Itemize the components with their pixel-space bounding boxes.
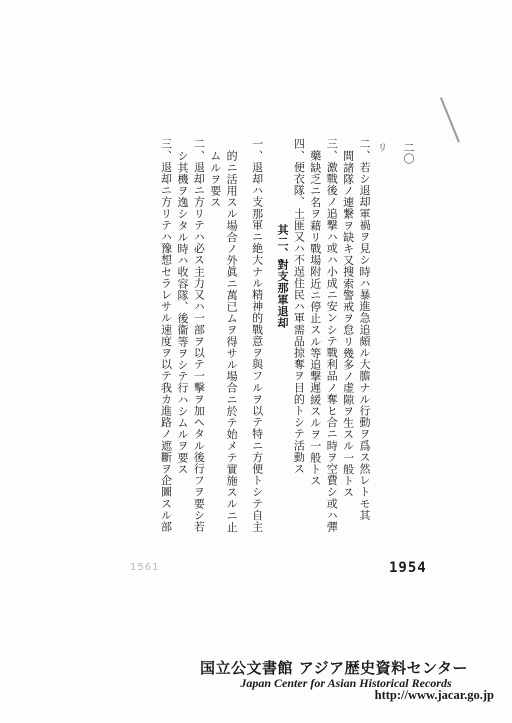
text-line: 三、激戰後ノ追撃ハ或ハ小成ニ安ンシテ戰利品ノ奪ヒ合ニ時ヲ空費シ或ハ彈 [325,138,339,533]
pencil-mark [440,97,460,142]
body-text [157,138,372,568]
text-line: 間諸隊ノ連繋ヲ缺キ又搜索警戒ヲ怠リ幾多ノ虚隙ヲ生スル一般トス [341,150,355,498]
text-line: 一、退却ハ支那軍ニ絶大ナル精神的戰意ヲ與フルヲ以テ特ニ方便トシテ自主 [250,138,264,533]
archive-footer [196,661,496,702]
archive-name-jp: 国立公文書館 アジア歴史資料センター [200,659,469,677]
stamp-number: 1954 [389,560,427,576]
faint-reference-number: 1561 [130,562,160,573]
archive-url[interactable]: http://www.jacar.go.jp [374,688,494,703]
text-line: 二、退却ニ方リテハ必ス主力又ハ一部ヲ以テ一撃ヲ加ヘタル後行フヲ要シ若 [192,138,206,533]
text-line: ムルヲ要ス [208,150,222,208]
archive-name-en: Japan Center for Asian Historical Records [240,675,452,690]
text-line: 二、若シ退却軍禍ヲ見シ時ハ暴進急追頗ル大膽ナル行動ヲ爲ス然レトモ其 [358,138,371,521]
text-line: シ其機ヲ逸シタル時ハ收容隊、後衞等ヲシテ行ハシムルヲ要ス [175,150,189,475]
page-number: 二〇 [402,142,415,164]
margin-mark: リ [375,142,386,152]
text-line: 其二、對支那軍退却 [275,224,289,329]
text-line: 三、退却ニ方リテハ豫想セラレサル速度ヲ以テ我カ進路ノ遮斷ヲ企圖スル部 [159,138,173,533]
text-line: 四、便衣隊、土匪又ハ不逞住民ハ軍需品掠奪ヲ目的トシテ活動ス [292,138,306,475]
text-line: 藥缺乏ニ名ヲ藉リ戰場附近ニ停止スル等追撃遲緩スルヲ一般トス [308,150,322,487]
text-line: 的ニ活用スル場合ノ外眞ニ萬已ムヲ得サル場合ニ於テ始メテ實施スルニ止 [225,150,239,533]
